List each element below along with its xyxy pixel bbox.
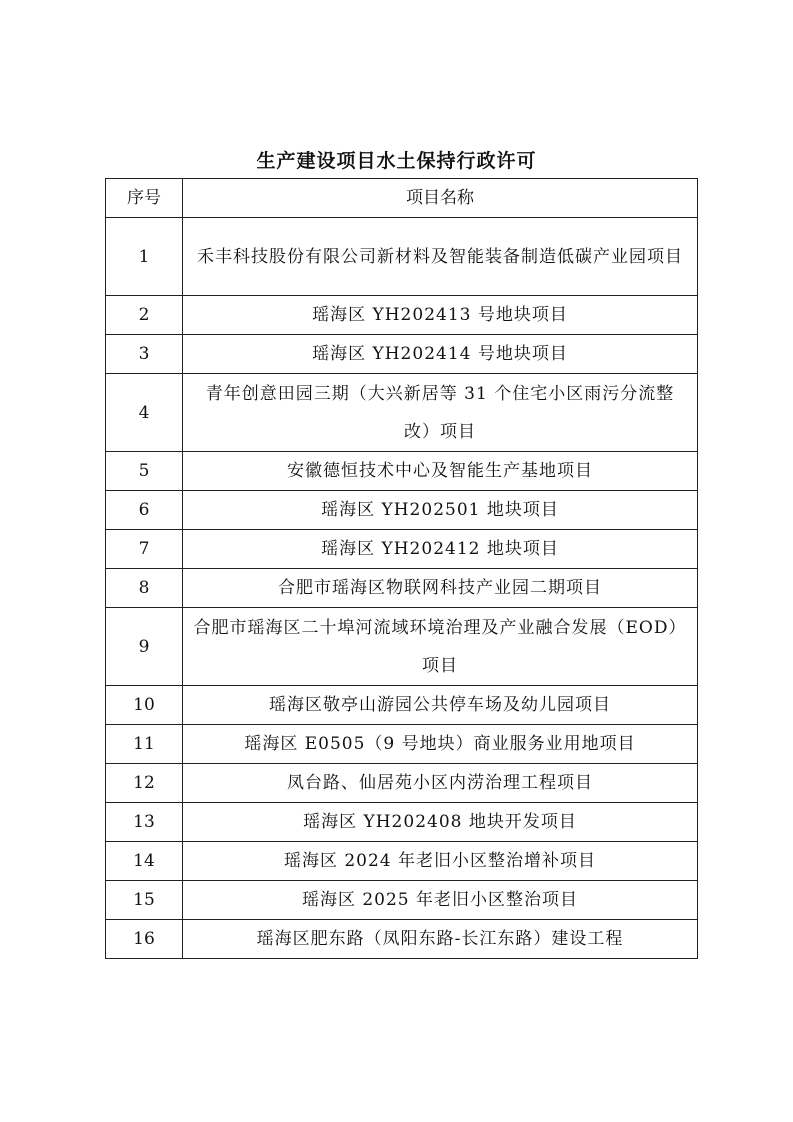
row-project-name: 瑶海区 2025 年老旧小区整治项目 [183,881,698,920]
table-row [106,920,698,959]
row-project-name: 安徽德恒技术中心及智能生产基地项目 [183,452,698,491]
table-row [106,491,698,530]
row-seq: 16 [106,920,183,959]
project-table [105,178,698,959]
row-project-name: 瑶海区 YH202412 地块项目 [183,530,698,569]
table-row [106,842,698,881]
header-seq: 序号 [106,179,183,218]
row-seq: 1 [106,218,183,296]
row-project-name: 禾丰科技股份有限公司新材料及智能装备制造低碳产业园项目 [183,218,698,296]
table-row [106,725,698,764]
row-seq: 8 [106,569,183,608]
row-seq: 9 [106,608,183,686]
table-row [106,452,698,491]
row-project-name: 瑶海区 2024 年老旧小区整治增补项目 [183,842,698,881]
row-project-name: 瑶海区敬亭山游园公共停车场及幼儿园项目 [183,686,698,725]
header-project-name: 项目名称 [183,179,698,218]
row-seq: 14 [106,842,183,881]
table-row [106,608,698,686]
row-project-name: 合肥市瑶海区二十埠河流域环境治理及产业融合发展（EOD）项目 [183,608,698,686]
table-row [106,803,698,842]
row-seq: 15 [106,881,183,920]
table-row [106,374,698,452]
row-project-name: 凤台路、仙居苑小区内涝治理工程项目 [183,764,698,803]
row-seq: 4 [106,374,183,452]
row-seq: 5 [106,452,183,491]
row-seq: 3 [106,335,183,374]
table-row [106,686,698,725]
row-project-name: 青年创意田园三期（大兴新居等 31 个住宅小区雨污分流整改）项目 [183,374,698,452]
page-title: 生产建设项目水土保持行政许可 [256,150,537,172]
row-project-name: 瑶海区肥东路（凤阳东路-长江东路）建设工程 [183,920,698,959]
row-seq: 6 [106,491,183,530]
table-row [106,530,698,569]
table-row [106,569,698,608]
row-seq: 10 [106,686,183,725]
row-project-name: 合肥市瑶海区物联网科技产业园二期项目 [183,569,698,608]
row-seq: 11 [106,725,183,764]
table-header-row [106,179,698,218]
row-seq: 2 [106,296,183,335]
row-project-name: 瑶海区 YH202414 号地块项目 [183,335,698,374]
table-row [106,881,698,920]
table-row [106,764,698,803]
row-seq: 7 [106,530,183,569]
table-row [106,296,698,335]
row-project-name: 瑶海区 E0505（9 号地块）商业服务业用地项目 [183,725,698,764]
row-project-name: 瑶海区 YH202501 地块项目 [183,491,698,530]
table-row [106,218,698,296]
table-row [106,335,698,374]
row-project-name: 瑶海区 YH202413 号地块项目 [183,296,698,335]
row-seq: 12 [106,764,183,803]
row-seq: 13 [106,803,183,842]
row-project-name: 瑶海区 YH202408 地块开发项目 [183,803,698,842]
